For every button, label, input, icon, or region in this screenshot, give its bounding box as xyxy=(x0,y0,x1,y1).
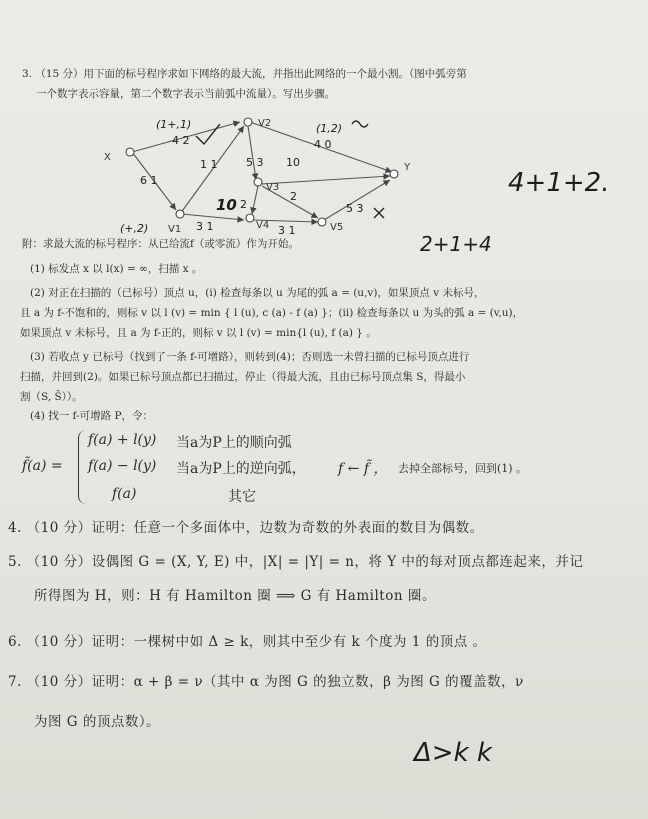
edge-label-v3-v5: 2 xyxy=(290,190,297,203)
hand-label-1: (1+,1) xyxy=(156,118,192,131)
formula-case2: 当a为P上的逆向弧， xyxy=(176,461,306,477)
hand-sum-1: 4+1+2. xyxy=(508,168,610,198)
edge-v2-v3 xyxy=(248,126,256,180)
node-x xyxy=(126,148,134,156)
edge-label-x-v1: 6 1 xyxy=(140,174,158,187)
formula-assign: f ← f̃ ， xyxy=(338,461,388,477)
node-v2 xyxy=(244,118,252,126)
check-mark xyxy=(196,124,220,144)
node-v4 xyxy=(246,214,254,222)
label-y: Y xyxy=(404,162,411,173)
note-title: 附：求最大流的标号程序：从已给流f（或零流）作为开始。 xyxy=(22,238,299,250)
edge-v3-y xyxy=(262,176,390,184)
note-step3c: 割（S, S̄））。 xyxy=(20,391,83,403)
formula-row2: f(a) − l(y) xyxy=(88,458,157,474)
network-graph xyxy=(0,0,648,260)
node-v5 xyxy=(318,218,326,226)
edge-label-v1-v2: 1 1 xyxy=(200,158,218,171)
question-5-line2: 所得图为 H，则：H 有 Hamilton 圈 ⟹ G 有 Hamilton 圈。 xyxy=(34,588,436,604)
edge-label-v3-y: 10 xyxy=(286,156,300,169)
q3-line1: 3. （15 分）用下面的标号程序求如下网络的最大流，并指出此网络的一个最小割。（图中弧旁第 xyxy=(22,68,467,80)
edge-label-v2-y: 4 0 xyxy=(314,138,332,151)
note-step3a: (3) 若收点 y 已标号（找到了一条 f-可增路），则转到(4)；否则选一未曾扫描的已标号顶点进行 xyxy=(30,351,470,363)
note-step1: (1) 标发点 x 以 l(x) = ∞，扫描 x 。 xyxy=(30,263,203,275)
edge-label-x-v2: 4 2 xyxy=(172,134,190,147)
formula-row3: f(a) xyxy=(112,486,137,502)
note-step2c: 如果顶点 v 未标号，且 a 为 f-正的，则标 v 以 l (v) = min{l (u), f (a) } 。 xyxy=(20,327,377,339)
q3-line2: 一个数字表示容量，第二个数字表示当前弧中流量）。写出步骤。 xyxy=(36,88,336,100)
label-v3: V3 xyxy=(266,182,280,193)
edge-label-v4-v5: 3 1 xyxy=(278,224,296,237)
question-4: 4. （10 分）证明：任意一个多面体中，边数为奇数的外表面的数目为偶数。 xyxy=(8,520,484,536)
note-step2b: 且 a 为 f-不饱和的，则标 v 以 l (v) = min { l (u), c (a) - f (a) }；(ii) 检查每条以 u 为头的弧 a = (v,u)， xyxy=(20,307,524,319)
edge-label-v5-y: 5 3 xyxy=(346,202,364,215)
note-step4: (4) 找一 f-可增路 P，令： xyxy=(30,410,154,422)
note-step2a: (2) 对正在扫描的（已标号）顶点 u，(i) 检查每条以 u 为尾的弧 a = (u,v)，如果顶点 v 未标号， xyxy=(30,287,485,299)
formula-tail: 去掉全部标号，回到(1) 。 xyxy=(398,462,528,475)
squiggle-mark xyxy=(352,121,368,127)
hand-label-2: (1,2) xyxy=(316,122,343,135)
formula-lhs: f̃(a) = xyxy=(22,458,63,474)
hand-sum-2: 2+1+4 xyxy=(420,232,492,256)
formula-case3: 其它 xyxy=(228,489,256,505)
label-x: X xyxy=(104,152,111,163)
node-y xyxy=(390,170,398,178)
edge-label-v2-v3: 5 3 xyxy=(246,156,264,169)
hand-label-10: 10 xyxy=(216,196,237,214)
question-5-line1: 5. （10 分）设偶图 G = (X, Y, E) 中，|X| = |Y| = n，将 Y 中的每对顶点都连起来，并记 xyxy=(8,554,584,570)
formula-row1: f(a) + l(y) xyxy=(88,432,157,448)
label-v2: V2 xyxy=(258,118,272,129)
label-v5: V5 xyxy=(330,222,344,233)
edge-label-v1-v4: 3 1 xyxy=(196,220,214,233)
node-v3 xyxy=(254,178,262,186)
cross-mark xyxy=(374,208,384,218)
question-7-line2: 为图 G 的顶点数）。 xyxy=(34,714,161,730)
label-v4: V4 xyxy=(256,220,270,231)
formula-case1: 当a为P上的顺向弧 xyxy=(176,435,292,451)
label-v1: V1 xyxy=(168,224,182,235)
edge-v3-v4 xyxy=(252,186,258,214)
hand-delta-k: Δ>k k xyxy=(414,738,492,768)
question-7-line1: 7. （10 分）证明：α + β = ν（其中 α 为图 G 的独立数，β 为图 G 的覆盖数，ν xyxy=(8,674,524,690)
hand-label-3: (+,2) xyxy=(120,222,149,235)
node-v1 xyxy=(176,210,184,218)
note-step3b: 扫描，并回到(2)。如果已标号顶点都已扫描过，停止（得最大流，且由已标号顶点集 S，得最小 xyxy=(20,371,466,383)
question-6: 6. （10 分）证明：一棵树中如 Δ ≥ k，则其中至少有 k 个度为 1 的顶点 。 xyxy=(8,634,487,650)
edge-label-v3-v4: 2 xyxy=(240,198,247,211)
